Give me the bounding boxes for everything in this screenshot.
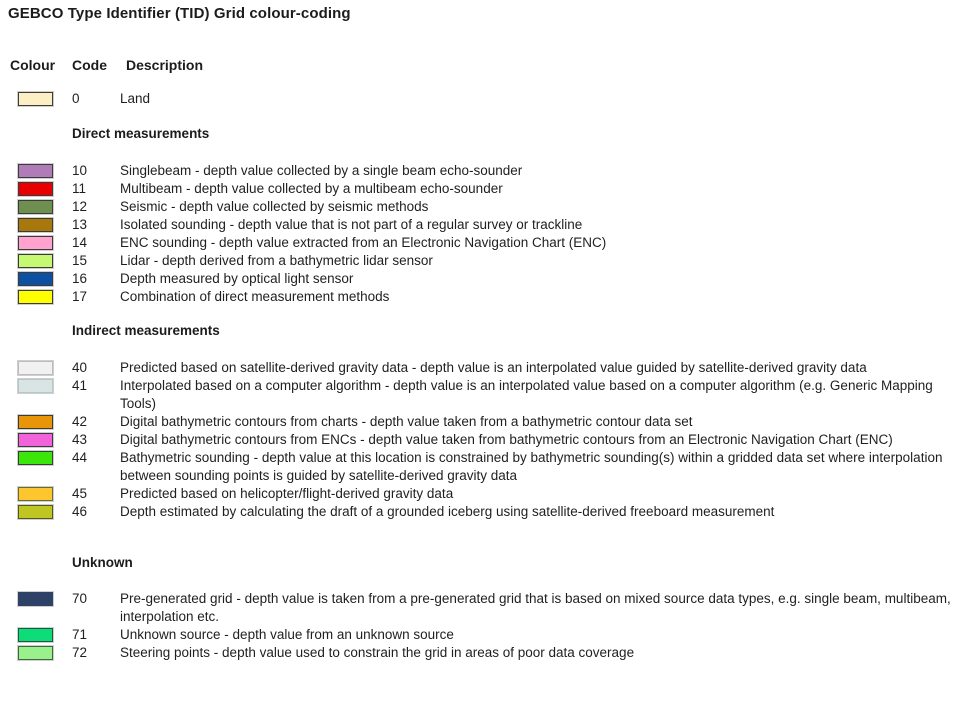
legend-row-tid-11	[8, 180, 966, 198]
colour-swatch-helicopter-gravity	[18, 487, 53, 501]
tid-code: 42	[72, 414, 88, 429]
column-header-description: Description	[126, 57, 204, 73]
legend-row-tid-0	[8, 90, 966, 108]
tid-description: Pre-generated grid - depth value is taken from a pre-generated grid that is based on mixed source data types, e.g. single beam, multibeam, interpolation etc.	[120, 591, 951, 624]
tid-code: 44	[72, 450, 88, 465]
tid-code: 40	[72, 360, 88, 375]
legend-row-tid-17	[8, 288, 966, 306]
colour-swatch-predicted-satellite-gravity	[18, 361, 53, 375]
colour-swatch-enc-sounding	[18, 236, 53, 250]
tid-description: Depth estimated by calculating the draft of a grounded iceberg using satellite-derived freeboard measurement	[120, 504, 775, 519]
page-title: GEBCO Type Identifier (TID) Grid colour-coding	[8, 5, 351, 22]
colour-swatch-contours-charts	[18, 415, 53, 429]
section-heading-indirect-measurements: Indirect measurements	[72, 323, 220, 338]
colour-swatch-contours-encs	[18, 433, 53, 447]
legend-row-tid-71	[8, 626, 966, 644]
column-header-row	[8, 57, 966, 73]
colour-swatch-singlebeam	[18, 164, 53, 178]
tid-description: Isolated sounding - depth value that is not part of a regular survey or trackline	[120, 217, 583, 232]
tid-description: Seismic - depth value collected by seismic methods	[120, 199, 429, 214]
section-heading-unknown: Unknown	[72, 555, 133, 570]
tid-code: 16	[72, 271, 88, 286]
colour-swatch-lidar	[18, 254, 53, 268]
tid-description: Lidar - depth derived from a bathymetric lidar sensor	[120, 253, 433, 268]
colour-swatch-seismic	[18, 200, 53, 214]
tid-code: 70	[72, 591, 88, 606]
legend-row-tid-42	[8, 413, 966, 431]
tid-code: 17	[72, 289, 88, 304]
tid-description: ENC sounding - depth value extracted from an Electronic Navigation Chart (ENC)	[120, 235, 607, 250]
tid-code: 15	[72, 253, 88, 268]
tid-description: Bathymetric sounding - depth value at this location is constrained by bathymetric sounding(s) within a gridded data set where interpolation between sounding points is guided by satellite-derived gravity data	[120, 450, 943, 483]
tid-description: Land	[120, 91, 151, 106]
legend-row-tid-15	[8, 252, 966, 270]
legend-row-tid-14	[8, 234, 966, 252]
legend-row-tid-12	[8, 198, 966, 216]
tid-description: Digital bathymetric contours from charts - depth value taken from a bathymetric contour data set	[120, 414, 693, 429]
tid-description: Predicted based on satellite-derived gravity data - depth value is an interpolated value guided by satellite-derived gravity data	[120, 360, 867, 375]
colour-swatch-isolated-sounding	[18, 218, 53, 232]
tid-code: 14	[72, 235, 88, 250]
tid-code: 10	[72, 163, 88, 178]
tid-description: Predicted based on helicopter/flight-derived gravity data	[120, 486, 454, 501]
legend-row-tid-16	[8, 270, 966, 288]
colour-swatch-interpolated-algorithm	[18, 379, 53, 393]
tid-description: Singlebeam - depth value collected by a single beam echo-sounder	[120, 163, 523, 178]
colour-swatch-bathymetric-sounding	[18, 451, 53, 465]
legend-row-tid-40	[8, 359, 966, 377]
tid-code: 13	[72, 217, 88, 232]
tid-code: 43	[72, 432, 88, 447]
tid-code: 41	[72, 378, 88, 393]
colour-swatch-grounded-iceberg	[18, 505, 53, 519]
colour-swatch-optical-light	[18, 272, 53, 286]
tid-description: Interpolated based on a computer algorithm - depth value is an interpolated value based on a computer algorithm (e.g. Generic Mapping Tools)	[120, 378, 933, 411]
tid-code: 12	[72, 199, 88, 214]
legend-row-tid-44	[8, 449, 966, 485]
tid-code: 45	[72, 486, 88, 501]
tid-description: Steering points - depth value used to constrain the grid in areas of poor data coverage	[120, 645, 635, 660]
legend-row-tid-72	[8, 644, 966, 662]
legend-row-tid-45	[8, 485, 966, 503]
colour-swatch-steering-points	[18, 646, 53, 660]
tid-description: Depth measured by optical light sensor	[120, 271, 354, 286]
legend-row-tid-43	[8, 431, 966, 449]
tid-code: 46	[72, 504, 88, 519]
column-header-colour: Colour	[10, 57, 56, 73]
tid-description: Combination of direct measurement methods	[120, 289, 390, 304]
colour-swatch-combination	[18, 290, 53, 304]
legend-row-tid-70	[8, 590, 966, 626]
tid-code: 71	[72, 627, 88, 642]
colour-swatch-pre-generated-grid	[18, 592, 53, 606]
legend-row-tid-46	[8, 503, 966, 521]
colour-swatch-land	[18, 92, 53, 106]
legend-row-tid-41	[8, 377, 966, 413]
tid-code: 11	[72, 181, 87, 196]
tid-description: Digital bathymetric contours from ENCs - depth value taken from bathymetric contours from an Electronic Navigation Chart (ENC)	[120, 432, 893, 447]
tid-description: Unknown source - depth value from an unknown source	[120, 627, 454, 642]
colour-swatch-multibeam	[18, 182, 53, 196]
colour-swatch-unknown-source	[18, 628, 53, 642]
tid-code: 0	[72, 91, 80, 106]
section-heading-direct-measurements: Direct measurements	[72, 126, 210, 141]
legend-row-tid-10	[8, 162, 966, 180]
tid-description: Multibeam - depth value collected by a multibeam echo-sounder	[120, 181, 503, 196]
legend-row-tid-13	[8, 216, 966, 234]
column-header-code: Code	[72, 57, 107, 73]
tid-code: 72	[72, 645, 88, 660]
